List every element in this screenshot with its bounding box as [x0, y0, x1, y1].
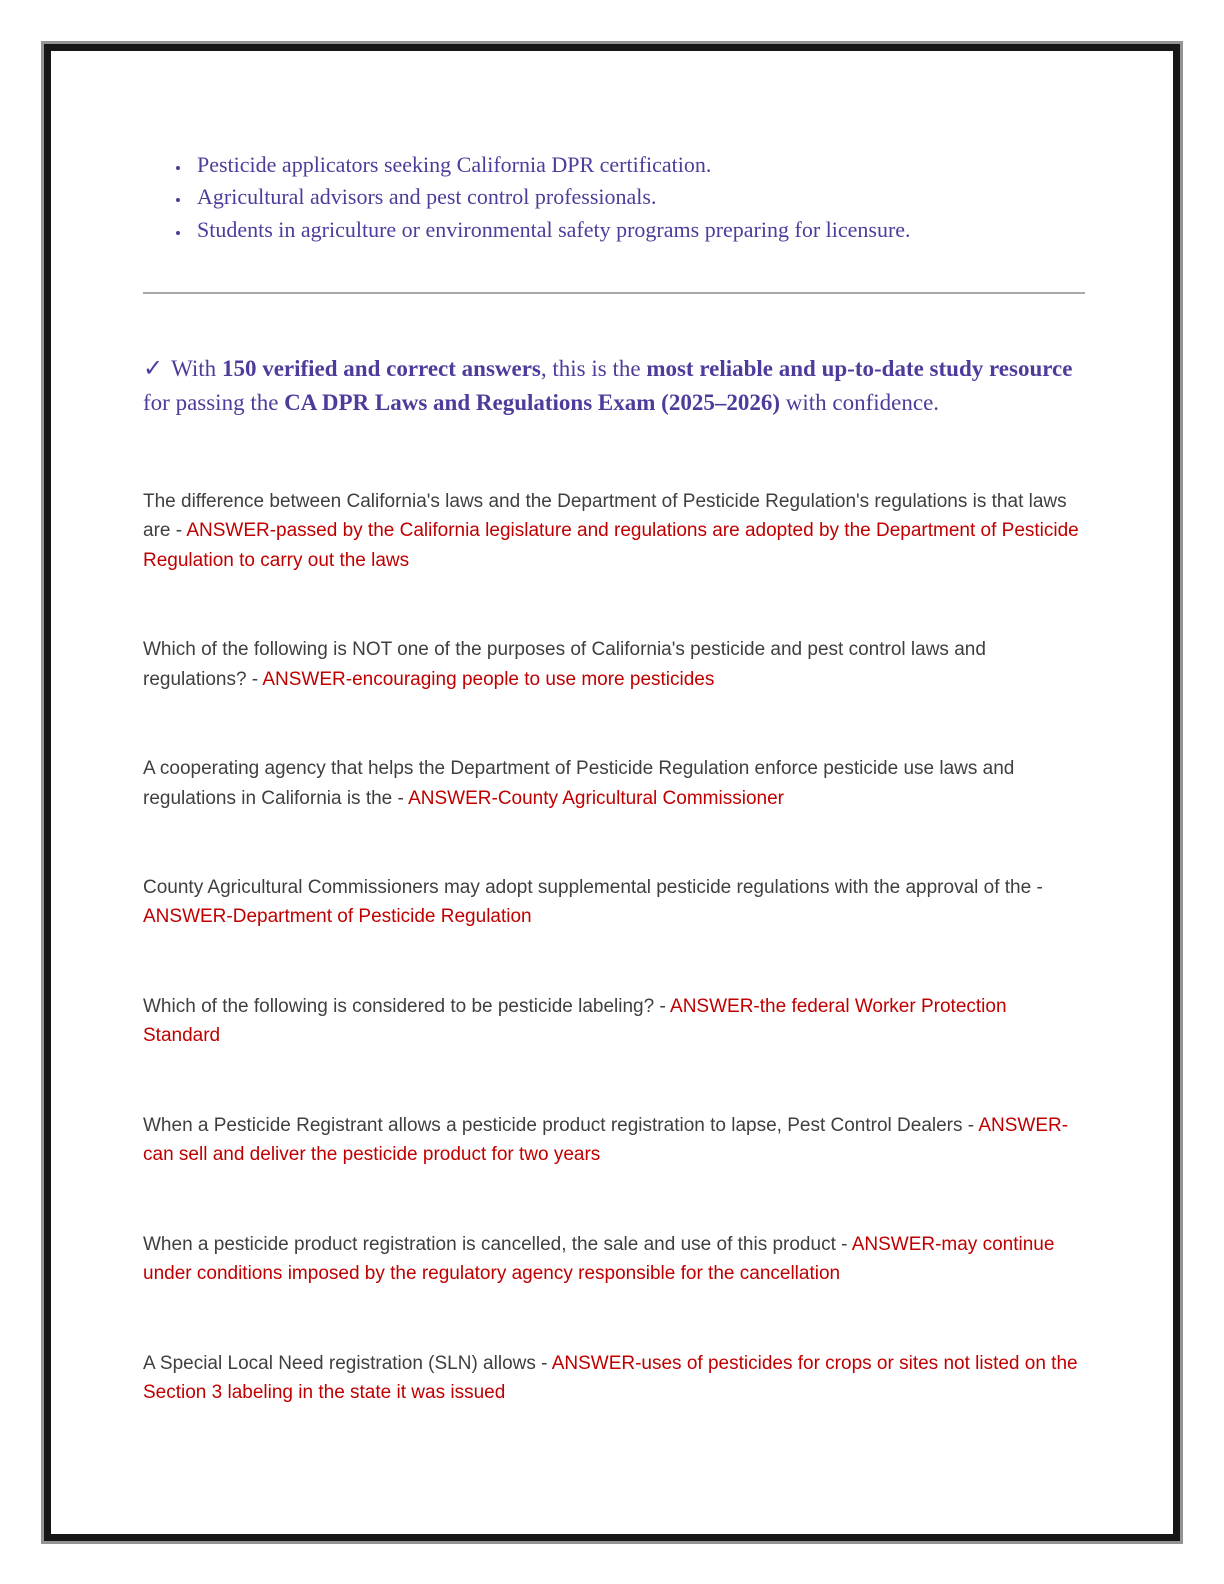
qa-item — [143, 1349, 1085, 1408]
bullet-item: • Agricultural advisors and pest control professionals. — [191, 181, 1085, 213]
qa-item — [143, 873, 1085, 932]
qa-answer: ANSWER-Department of Pesticide Regulation — [143, 906, 532, 928]
qa-item — [143, 1111, 1085, 1170]
qa-answer: ANSWER-can sell and deliver the pesticide product for two years — [143, 1114, 1069, 1166]
qa-item — [143, 754, 1085, 813]
page-content — [51, 51, 1173, 1407]
qa-question: When a Pesticide Registrant allows a pesticide product registration to lapse, Pest Control Dealers - — [143, 1114, 979, 1136]
intro-segment: , this is the — [540, 355, 647, 381]
check-icon: ✓ — [143, 353, 164, 382]
intro-segment: with confidence. — [780, 390, 940, 416]
page-frame — [44, 44, 1180, 1541]
qa-question: Which of the following is considered to be pesticide labeling? - — [143, 995, 671, 1017]
horizontal-divider — [143, 292, 1085, 294]
qa-answer: ANSWER-passed by the California legislature and regulations are adopted by the Department of Pesticide Regulation to carry out the laws — [143, 520, 1079, 571]
qa-answer: ANSWER-may continue under conditions imposed by the regulatory agency responsible for the cancellation — [143, 1233, 1055, 1285]
qa-question: A cooperating agency that helps the Department of Pesticide Regulation enforce pesticide use laws and regulations in California is the - — [143, 758, 1015, 809]
qa-answer: ANSWER-uses of pesticides for crops or sites not listed on the Section 3 labeling in the state it was issued — [143, 1352, 1078, 1403]
qa-item — [143, 992, 1085, 1051]
qa-answer: ANSWER-the federal Worker Protection Standard — [143, 995, 1007, 1047]
intro-segment-bold: most reliable and up-to-date study resource — [646, 355, 1073, 381]
qa-question: The difference between California's laws and the Department of Pesticide Regulation's regulations is that laws are - — [143, 490, 1067, 542]
intro-segment: for passing the — [143, 390, 285, 416]
intro-segment-bold: CA DPR Laws and Regulations Exam (2025–2026) — [284, 390, 780, 416]
qa-question: Which of the following is NOT one of the purposes of California's pesticide and pest control laws and regulations? - — [143, 639, 986, 690]
bullet-item: • Students in agriculture or environmental safety programs preparing for licensure. — [191, 214, 1085, 246]
qa-item — [143, 487, 1085, 575]
qa-answer: ANSWER-encouraging people to use more pesticides — [262, 668, 715, 690]
qa-question: A Special Local Need registration (SLN) allows - — [143, 1352, 552, 1374]
qa-answer: ANSWER-County Agricultural Commissioner — [408, 787, 784, 809]
qa-question: When a pesticide product registration is cancelled, the sale and use of this product - — [143, 1233, 852, 1255]
qa-item — [143, 1230, 1085, 1289]
intro-segment: With — [171, 355, 222, 381]
qa-item — [143, 635, 1085, 694]
intro-paragraph — [143, 350, 1085, 421]
qa-question: County Agricultural Commissioners may adopt supplemental pesticide regulations with the approval of the - — [143, 877, 1043, 899]
intro-segment-bold: 150 verified and correct answers — [221, 355, 541, 381]
audience-bullet-list — [143, 149, 1085, 246]
bullet-item: • Pesticide applicators seeking California DPR certification. — [191, 149, 1085, 181]
